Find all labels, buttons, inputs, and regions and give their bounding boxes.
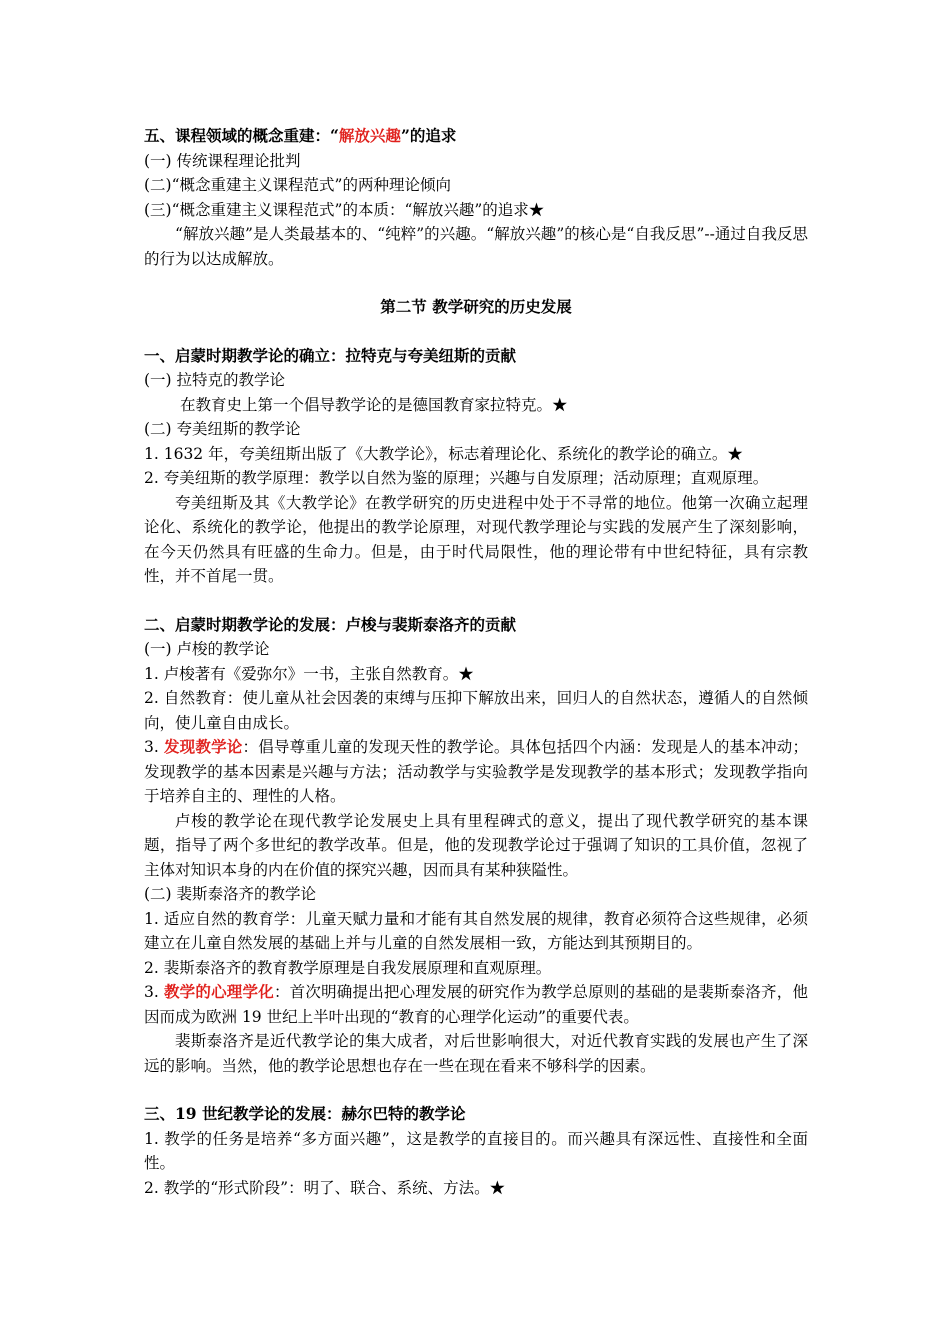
- list-item: 1. 适应自然的教育学：儿童天赋力量和才能有其自然发展的规律，教育必须符合这些规律，必须建立在儿童自然发展的基础上并与儿童的自然发展相一致，方能达到其预期目的。: [144, 909, 808, 952]
- list-item: 1. 1632 年，夸美纽斯出版了《大教学论》，标志着理论化、系统化的教学论的确立。★: [144, 444, 743, 463]
- paragraph: 在教育史上第一个倡导教学论的是德国教育家拉特克。★: [180, 395, 568, 414]
- spacer: [144, 271, 808, 295]
- list-item: (三)“概念重建主义课程范式”的本质：“解放兴趣”的追求★: [144, 200, 545, 219]
- highlight-term: 解放兴趣: [338, 126, 401, 145]
- heading-part-2: 二、启蒙时期教学论的发展：卢梭与裴斯泰洛齐的贡献: [144, 614, 517, 634]
- list-item: (一) 传统课程理论批判: [144, 151, 301, 170]
- list-item: 2. 教学的“形式阶段”：明了、联合、系统、方法。★: [144, 1178, 506, 1197]
- heading-part-1: 一、启蒙时期教学论的确立：拉特克与夸美纽斯的贡献: [144, 345, 517, 365]
- list-item: 2. 自然教育：使儿童从社会因袭的束缚与压抑下解放出来，回归人的自然状态，遵循人的自然倾向，使儿童自由成长。: [144, 689, 808, 732]
- list-item: [144, 735, 808, 809]
- subheading: (一) 卢梭的教学论: [144, 640, 270, 658]
- heading-text: 五、课程领域的概念重建：“: [144, 126, 339, 145]
- list-item: (二)“概念重建主义课程范式”的两种理论倾向: [144, 176, 451, 194]
- paragraph: 夸美纽斯及其《大教学论》在教学研究的历史进程中处于不寻常的地位。他第一次确立起理论化、系统化的教学论，他提出的教学论原理，对现代教学理论与实践的发展产生了深刻影响，在今天仍然具有旺盛的生命力。但是，由于时代局限性，他的理论带有中世纪特征，具有宗教性，并不首尾一贯。: [144, 493, 808, 585]
- spacer: [144, 589, 808, 613]
- heading-section-5: [144, 124, 808, 149]
- section-title: 第二节 教学研究的历史发展: [380, 297, 572, 316]
- spacer: [144, 320, 808, 344]
- spacer: [144, 1078, 808, 1102]
- list-item: 1. 教学的任务是培养“多方面兴趣”，这是教学的直接目的。而兴趣具有深远性、直接性和全面性。: [144, 1129, 808, 1172]
- subheading: (二) 夸美纽斯的教学论: [144, 420, 301, 438]
- item-number: 3.: [144, 983, 164, 1001]
- heading-part-3: 三、19 世纪教学论的发展：赫尔巴特的教学论: [144, 1104, 466, 1123]
- list-item: 2. 夸美纽斯的教学原理：教学以自然为鉴的原理；兴趣与自发原理；活动原理；直观原理。: [144, 469, 769, 487]
- document-page: [144, 124, 808, 1200]
- subheading: (二) 裴斯泰洛齐的教学论: [144, 885, 317, 903]
- item-number: 3.: [144, 738, 164, 756]
- highlight-term: 发现教学论: [163, 737, 243, 756]
- item-text: ：倡导尊重儿童的发现天性的教学论。具体包括四个内涵：发现是人的基本冲动；发现教学的基本因素是兴趣与方法；活动教学与实验教学是发现教学的基本形式；发现教学指向于培养自主的、理性的人格。: [144, 738, 808, 805]
- paragraph: 裴斯泰洛齐是近代教学论的集大成者，对后世影响很大，对近代教育实践的发展也产生了深远的影响。当然，他的教学论思想也存在一些在现在看来不够科学的因素。: [144, 1032, 808, 1075]
- list-item: 2. 裴斯泰洛齐的教育教学原理是自我发展原理和直观原理。: [144, 958, 552, 977]
- list-item: [144, 980, 808, 1029]
- heading-text: ”的追求: [400, 126, 457, 145]
- highlight-term: 教学的心理学化: [163, 982, 274, 1001]
- list-item: 1. 卢梭著有《爱弥尔》一书，主张自然教育。★: [144, 664, 474, 683]
- item-text: ：首次明确提出把心理发展的研究作为教学总原则的基础的是裴斯泰洛齐，他因而成为欧洲 19 世纪上半叶出现的“教育的心理学化运动”的重要代表。: [144, 983, 808, 1026]
- paragraph: 卢梭的教学论在现代教学论发展史上具有里程碑式的意义，提出了现代教学研究的基本课题，指导了两个多世纪的教学改革。但是，他的发现教学论过于强调了知识的工具价值，忽视了主体对知识本身的内在价值的探究兴趣，因而具有某种狭隘性。: [144, 811, 808, 879]
- subheading: (一) 拉特克的教学论: [144, 371, 286, 389]
- paragraph: “解放兴趣”是人类最基本的、“纯粹”的兴趣。“解放兴趣”的核心是“自我反思”--通过自我反思的行为以达成解放。: [144, 225, 808, 268]
